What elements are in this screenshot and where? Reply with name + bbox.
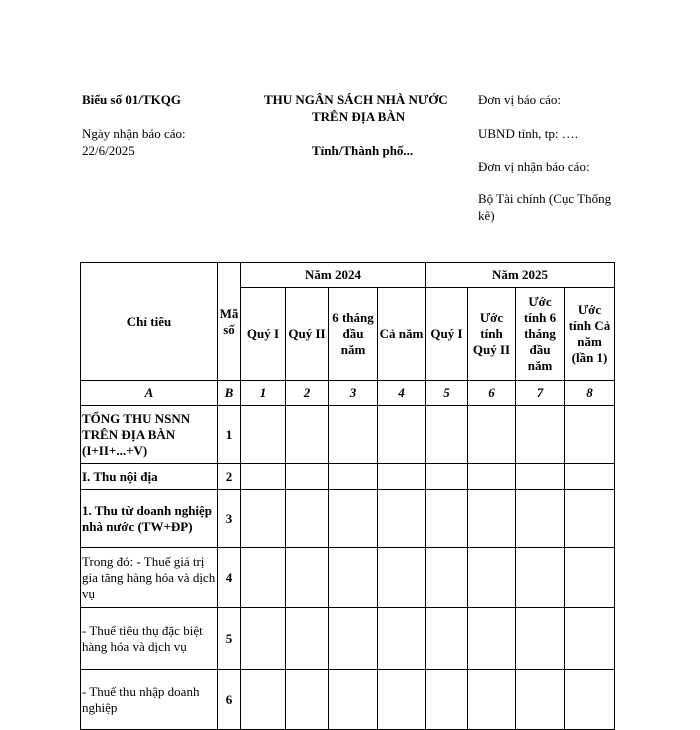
reporting-unit-label: Đơn vị báo cáo:	[478, 92, 562, 107]
col-header-7: Ước tính 6 tháng đầu năm	[516, 288, 565, 381]
index-cell: 1	[241, 381, 286, 406]
row-code: 6	[218, 670, 241, 730]
report-title-line1: THU NGÂN SÁCH NHÀ NƯỚC	[264, 92, 448, 107]
index-cell: 8	[565, 381, 615, 406]
row-label: 1. Thu từ doanh nghiệp nhà nước (TW+ĐP)	[81, 490, 218, 548]
receiving-unit-label: Đơn vị nhận báo cáo:	[478, 159, 590, 174]
table-row	[81, 490, 615, 548]
col-header-2: Quý II	[286, 288, 329, 381]
index-cell: 2	[286, 381, 329, 406]
year-2025-header: Năm 2025	[426, 263, 615, 288]
revenue-table	[80, 262, 615, 730]
col-code-header: Mã số	[218, 263, 241, 381]
row-label: - Thuế thu nhập doanh nghiệp	[81, 670, 218, 730]
index-cell: 3	[329, 381, 378, 406]
row-code: 5	[218, 608, 241, 670]
row-code: 2	[218, 464, 241, 490]
col-header-5: Quý I	[426, 288, 468, 381]
form-code: Biểu số 01/TKQG	[82, 92, 181, 107]
row-code: 3	[218, 490, 241, 548]
table-row	[81, 548, 615, 608]
index-cell: 7	[516, 381, 565, 406]
report-subtitle: Tỉnh/Thành phố...	[312, 143, 414, 158]
row-label: Trong đó: - Thuế giá trị gia tăng hàng hóa và dịch vụ	[81, 548, 218, 608]
table-row	[81, 608, 615, 670]
report-title-line2: TRÊN ĐỊA BÀN	[312, 109, 406, 124]
col-indicator-header: Chỉ tiêu	[81, 263, 218, 381]
receive-date-label: Ngày nhận báo cáo:	[82, 126, 186, 141]
receive-date: 22/6/2025	[82, 143, 135, 158]
table-row	[81, 464, 615, 490]
row-code: 1	[218, 406, 241, 464]
col-header-1: Quý I	[241, 288, 286, 381]
row-code: 4	[218, 548, 241, 608]
row-label: I. Thu nội địa	[81, 464, 218, 490]
reporting-unit: UBND tỉnh, tp: ….	[478, 126, 579, 141]
receiving-unit: Bộ Tài chính (Cục Thống kê)	[478, 191, 612, 223]
col-header-3: 6 tháng đầu năm	[329, 288, 378, 381]
col-header-8: Ước tính Cả năm (lần 1)	[565, 288, 615, 381]
index-cell: 6	[468, 381, 516, 406]
col-header-6: Ước tính Quý II	[468, 288, 516, 381]
row-label: TỔNG THU NSNN TRÊN ĐỊA BÀN (I+II+...+V)	[81, 406, 218, 464]
index-cell: B	[218, 381, 241, 406]
col-header-4: Cả năm	[378, 288, 426, 381]
table-row	[81, 406, 615, 464]
index-cell: 5	[426, 381, 468, 406]
index-cell: 4	[378, 381, 426, 406]
index-cell: A	[81, 381, 218, 406]
year-2024-header: Năm 2024	[241, 263, 426, 288]
row-label: - Thuế tiêu thụ đặc biệt hàng hóa và dịch vụ	[81, 608, 218, 670]
